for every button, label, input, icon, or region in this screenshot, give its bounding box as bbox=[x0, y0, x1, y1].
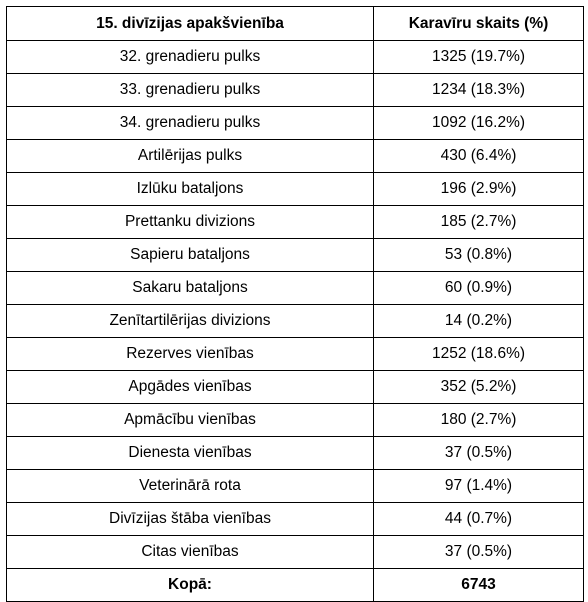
header-unit: 15. divīzijas apakšvienība bbox=[7, 7, 374, 41]
row-unit-name: Sakaru bataljons bbox=[7, 272, 374, 305]
row-soldier-count: 1252 (18.6%) bbox=[374, 338, 584, 371]
header-row bbox=[7, 7, 584, 41]
row-unit-name: Artilērijas pulks bbox=[7, 140, 374, 173]
table-body bbox=[7, 41, 584, 602]
row-soldier-count: 53 (0.8%) bbox=[374, 239, 584, 272]
row-unit-name: Rezerves vienības bbox=[7, 338, 374, 371]
row-unit-name: Zenītartilērijas divizions bbox=[7, 305, 374, 338]
row-unit-name: 34. grenadieru pulks bbox=[7, 107, 374, 140]
row-unit-name: 33. grenadieru pulks bbox=[7, 74, 374, 107]
table-row bbox=[7, 140, 584, 173]
table-row bbox=[7, 206, 584, 239]
row-unit-name: Izlūku bataljons bbox=[7, 173, 374, 206]
row-unit-name: Apmācību vienības bbox=[7, 404, 374, 437]
table-row bbox=[7, 404, 584, 437]
table-row bbox=[7, 437, 584, 470]
row-soldier-count: 60 (0.9%) bbox=[374, 272, 584, 305]
row-soldier-count: 37 (0.5%) bbox=[374, 536, 584, 569]
row-unit-name: Apgādes vienības bbox=[7, 371, 374, 404]
row-soldier-count: 97 (1.4%) bbox=[374, 470, 584, 503]
division-units-table bbox=[6, 6, 584, 602]
row-soldier-count: 14 (0.2%) bbox=[374, 305, 584, 338]
total-row bbox=[7, 569, 584, 602]
total-value: 6743 bbox=[374, 569, 584, 602]
row-unit-name: Sapieru bataljons bbox=[7, 239, 374, 272]
table-row bbox=[7, 338, 584, 371]
table-row bbox=[7, 107, 584, 140]
table-row bbox=[7, 503, 584, 536]
table-row bbox=[7, 74, 584, 107]
table-row bbox=[7, 371, 584, 404]
row-soldier-count: 352 (5.2%) bbox=[374, 371, 584, 404]
row-unit-name: Dienesta vienības bbox=[7, 437, 374, 470]
header-soldier-count: Karavīru skaits (%) bbox=[374, 7, 584, 41]
row-soldier-count: 196 (2.9%) bbox=[374, 173, 584, 206]
table-row bbox=[7, 41, 584, 74]
row-soldier-count: 1325 (19.7%) bbox=[374, 41, 584, 74]
table-header bbox=[7, 7, 584, 41]
table-row bbox=[7, 239, 584, 272]
total-label: Kopā: bbox=[7, 569, 374, 602]
row-soldier-count: 180 (2.7%) bbox=[374, 404, 584, 437]
row-soldier-count: 185 (2.7%) bbox=[374, 206, 584, 239]
row-soldier-count: 1092 (16.2%) bbox=[374, 107, 584, 140]
row-soldier-count: 37 (0.5%) bbox=[374, 437, 584, 470]
row-soldier-count: 1234 (18.3%) bbox=[374, 74, 584, 107]
row-unit-name: Divīzijas štāba vienības bbox=[7, 503, 374, 536]
table-row bbox=[7, 305, 584, 338]
table-row bbox=[7, 173, 584, 206]
row-soldier-count: 430 (6.4%) bbox=[374, 140, 584, 173]
row-unit-name: 32. grenadieru pulks bbox=[7, 41, 374, 74]
table-row bbox=[7, 272, 584, 305]
row-unit-name: Prettanku divizions bbox=[7, 206, 374, 239]
table-row bbox=[7, 536, 584, 569]
row-unit-name: Citas vienības bbox=[7, 536, 374, 569]
row-soldier-count: 44 (0.7%) bbox=[374, 503, 584, 536]
row-unit-name: Veterinārā rota bbox=[7, 470, 374, 503]
table-row bbox=[7, 470, 584, 503]
